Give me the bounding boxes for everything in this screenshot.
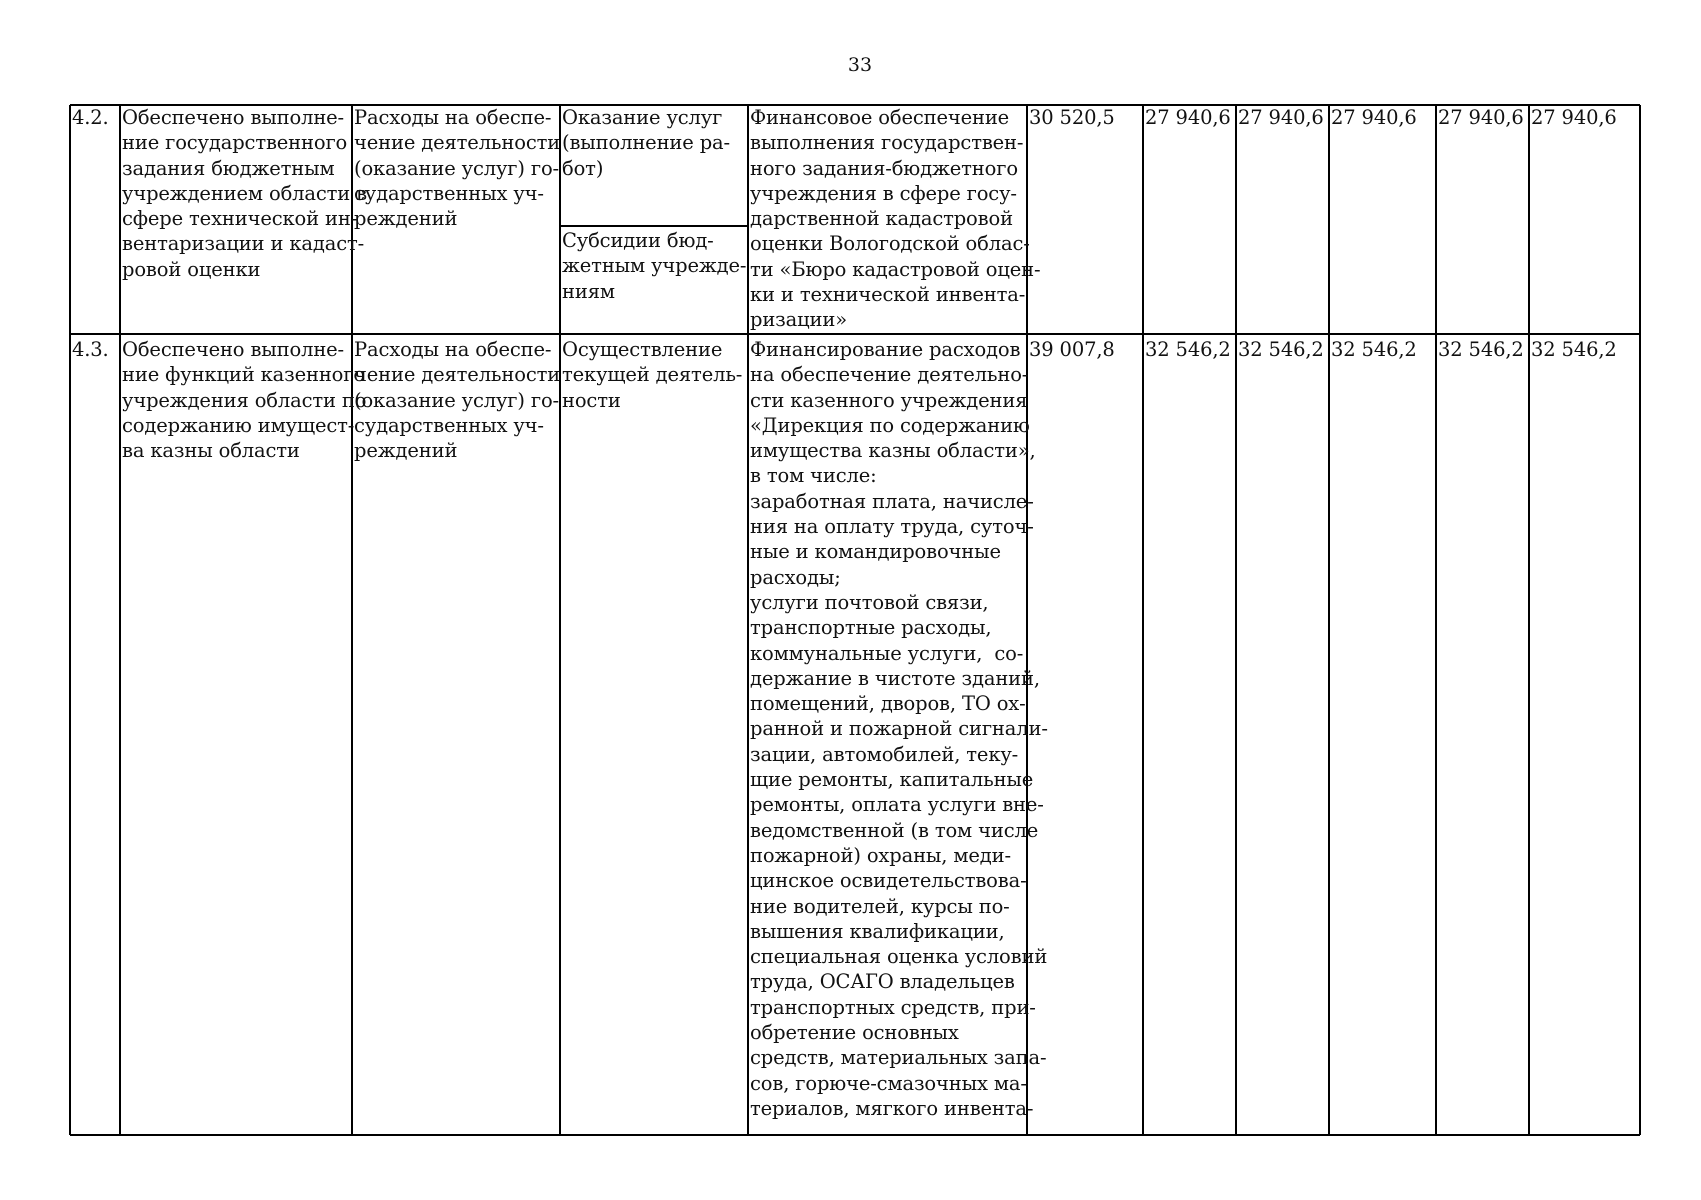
value-cell: 30 520,5 [1029, 106, 1115, 129]
page-number: 33 [847, 54, 873, 76]
activity-cell: Оказание услуг (выполнение ра- бот) [562, 106, 730, 180]
value-cell: 27 940,6 [1531, 106, 1617, 129]
result-cell: Обеспечено выполне- ние государственного задания бюджетным учреждением области в сфере технической ин- вентаризации и кадаст- ровой оценки [122, 106, 367, 281]
description-cell: Финансовое обеспечение выполнения государствен- ного задания-бюджетного учреждения в сфере госу- дарственной кадастровой оценки Вологодской облас- ти «Бюро кадастровой оцен- ки и технической инвента- ризации» [750, 106, 1041, 332]
value-cell: 27 940,6 [1438, 106, 1524, 129]
value-cell: 27 940,6 [1145, 106, 1231, 129]
expense-cell: Расходы на обеспе- чение деятельности (оказание услуг) го- сударственных уч- реждений [354, 338, 561, 463]
value-cell: 39 007,8 [1029, 338, 1115, 361]
result-cell: Обеспечено выполне- ние функций казенного учреждения области по содержанию имущест- ва казны области [122, 338, 367, 463]
expense-cell: Расходы на обеспе- чение деятельности (оказание услуг) го- сударственных уч- реждений [354, 106, 561, 231]
value-cell: 27 940,6 [1331, 106, 1417, 129]
description-cell: Финансирование расходов на обеспечение деятельно- сти казенного учреждения «Дирекция по содержанию имущества казны области», в том числе: заработная плата, начисле- ния на оплату труда, суточ- ные и командировочные расходы; услуги почтовой связи, транспортные расходы, коммунальные услуги, со- держание в чистоте зданий, помещений, дворов, ТО ох- ранной и пожарной сигнали- зации, автомобилей, теку- щие ремонты, капитальные ремонты, оплата услуги вне- ведомственной (в том числе пожарной) охраны, меди- цинское освидетельствова- ние водителей, курсы по- вышения квалификации, специальная оценка условий труда, ОСАГО владельцев транспортных средств, при- обретение основных средств, материальных запа- сов, горюче-смазочных ма- териалов, мягкого инвента- [750, 338, 1048, 1120]
activity-subsidy-cell: Субсидии бюд- жетным учрежде- ниям [562, 229, 747, 303]
value-cell: 32 546,2 [1145, 338, 1231, 361]
value-cell: 32 546,2 [1438, 338, 1524, 361]
value-cell: 32 546,2 [1238, 338, 1324, 361]
value-cell: 32 546,2 [1331, 338, 1417, 361]
value-cell: 32 546,2 [1531, 338, 1617, 361]
value-cell: 27 940,6 [1238, 106, 1324, 129]
row-number: 4.2. [72, 106, 109, 129]
row-number: 4.3. [72, 338, 109, 361]
activity-cell: Осуществление текущей деятель- ности [562, 338, 743, 412]
